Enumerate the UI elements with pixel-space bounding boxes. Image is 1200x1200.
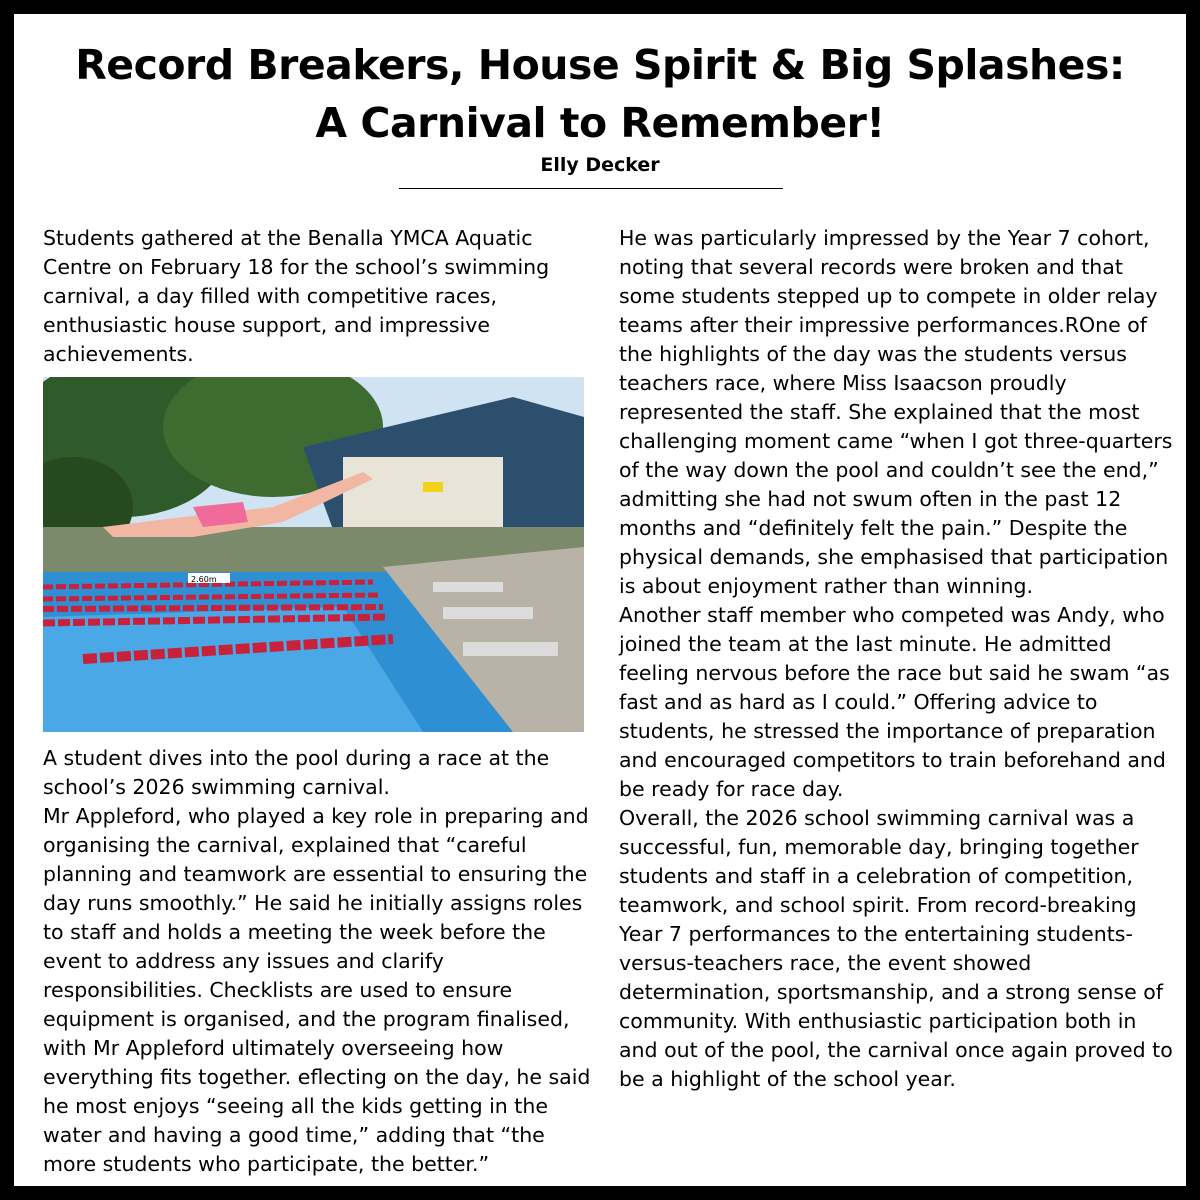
- author-byline: Elly Decker: [540, 154, 660, 176]
- article-page: [14, 14, 1186, 1186]
- photo-caption: A student dives into the pool during a race at the school’s 2026 swimming carnival.: [43, 746, 550, 799]
- title-line-2: A Carnival to Remember!: [315, 99, 885, 147]
- year7-paragraph: He was particularly impressed by the Year 7 cohort, noting that several records were broken and that some students stepped up to compete in older relay teams after their impressive performances.ROne of the highlights of the day was the students versus teachers race, where Miss Isaacson proudly represented the staff. She explained that the most challenging moment came “when I got three-quarters of the way down the pool and couldn’t see the end,” admitting she had not swum often in the past 12 months and “definitely felt the pain.” Despite the physical demands, she emphasised that participation is about enjoyment rather than winning.: [619, 226, 1173, 598]
- andy-paragraph: Another staff member who competed was Andy, who joined the team at the last minute. He admitted feeling nervous before the race but said he swam “as fast and as hard as I could.” Offering advice to students, he stressed the importance of preparation and encouraged competitors to train beforehand and be ready for race day.: [619, 603, 1170, 801]
- title-line-1: Record Breakers, House Spirit & Big Splashes:: [75, 41, 1125, 89]
- pool-dive-illustration: [43, 377, 584, 732]
- appleford-paragraph: Mr Appleford, who played a key role in preparing and organising the carnival, explained that “careful planning and teamwork are essential to ensuring the day runs smoothly.” He said he initially assigns roles to staff and holds a meeting the week before the event to address any issues and clarify responsibilities. Checklists are used to ensure equipment is organised, and the program finalised, with Mr Appleford ultimately overseeing how everything fits together. eflecting on the day, he said he most enjoys “seeing all the kids getting in the water and having a good time,” adding that “the more students who participate, the better.”: [43, 804, 591, 1176]
- article-title: [14, 36, 1186, 152]
- left-column: [43, 224, 593, 1179]
- right-column: [619, 224, 1174, 1094]
- conclusion-paragraph: Overall, the 2026 school swimming carnival was a successful, fun, memorable day, bringing together students and staff in a celebration of competition, teamwork, and school spirit. From record-breaking Year 7 performances to the entertaining students-versus-teachers race, the event showed determination, sportsmanship, and a strong sense of community. With enthusiastic participation both in and out of the pool, the carnival once again proved to be a highlight of the school year.: [619, 806, 1173, 1091]
- depth-sign: 2.60m: [191, 575, 217, 584]
- divider: [399, 188, 783, 189]
- swimming-photo: [43, 377, 584, 732]
- intro-paragraph: Students gathered at the Benalla YMCA Aquatic Centre on February 18 for the school’s swimming carnival, a day filled with competitive races, enthusiastic house support, and impressive achievements.: [43, 226, 550, 366]
